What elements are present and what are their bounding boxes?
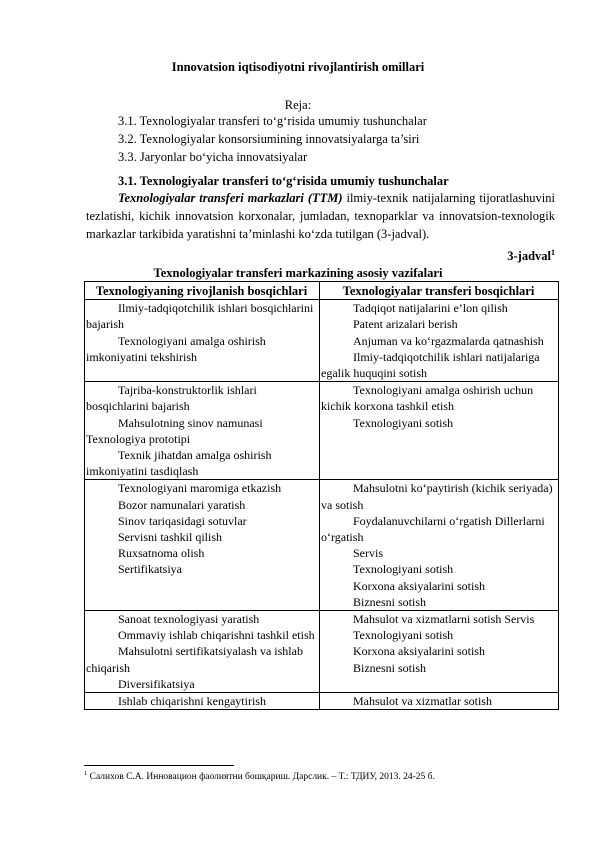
cell-line: Ruxsatnoma olish	[118, 546, 205, 561]
cell-line: Patent arizalari berish	[353, 317, 458, 332]
table-header-cell: Texnologiyalar transferi bosqichlari	[320, 282, 559, 300]
cell-line: Diversifikatsiya	[118, 676, 195, 691]
cell-line: Anjuman va ko‘rgazmalarda qatnashish	[353, 333, 544, 348]
cell-line: Biznesni sotish	[353, 594, 427, 609]
cell-line: Mahsulotning sinov namunasi Texnologiya prototipi	[86, 415, 263, 446]
cell-line: Korxona aksiyalarini sotish	[353, 578, 485, 593]
cell-line: Korxona aksiyalarini sotish	[353, 644, 485, 659]
cell-line: Ommaviy ishlab chiqarishni tashkil etish	[118, 628, 315, 643]
cell-line: Ishlab chiqarishni kengaytirish	[118, 694, 266, 709]
transfer-stage-cell	[320, 480, 559, 611]
plan-item: 3.3. Jaryonlar bo‘yicha innovatsiyalar	[118, 150, 308, 164]
cell-line: Foydalanuvchilarni o‘rgatish Dillerlarni o‘rgatish	[321, 513, 545, 545]
cell-line: Sanoat texnologiyasi yaratish	[118, 612, 260, 627]
transfer-stage-cell	[320, 693, 559, 710]
plan-item: 3.2. Texnologiyalar konsorsiumining innovatsiyalarga ta’siri	[118, 132, 420, 146]
development-stage-cell	[85, 611, 320, 693]
footnote-text: Салихов С.А. Инновацион фаолиятни бошқариш. Дарслик. – Т.: ТДИУ, 2013. 24-25 б.	[89, 772, 435, 783]
footnote-reference: 1	[551, 248, 555, 257]
cell-line: Bozor namunalari yaratish	[118, 497, 246, 512]
cell-line: Tajriba-konstruktorlik ishlari bosqichlarini bajarish	[86, 383, 257, 414]
body-paragraph	[86, 189, 555, 243]
cell-line: Mahsulot va xizmatlarni sotish Servis	[353, 612, 535, 627]
table-header-row	[85, 282, 559, 300]
footnote-mark: 1	[84, 770, 88, 777]
plan-label: Reja:	[284, 98, 312, 112]
footnote-divider	[84, 765, 234, 766]
development-stage-cell	[85, 693, 320, 710]
cell-line: Texnologiyani maromiga etkazish	[118, 481, 282, 496]
table-row	[85, 300, 559, 382]
table-row	[85, 382, 559, 480]
table-body	[85, 300, 559, 710]
table-number	[507, 248, 555, 264]
paragraph-text: ilmiy-texnik natijalarning tijoratlashuvini tezlatishi, kichik innovatsion korxonalar, jumladan, texnoparklar va innovatsion-texnologik markazlar tarkibida yaratishni ta’minlashi ko‘zda tutilgan (3-jadval).	[86, 191, 555, 241]
table-row	[85, 480, 559, 611]
table-row	[85, 693, 559, 710]
cell-line: Biznesni sotish	[353, 660, 427, 675]
development-stage-cell	[85, 480, 320, 611]
development-stage-cell	[85, 300, 320, 382]
table-row	[85, 611, 559, 693]
section-title: 3.1. Texnologiyalar transferi to‘g‘risida umumiy tushunchalar	[118, 174, 449, 188]
cell-line: Texnologiyani amalga oshirish imkoniyatini tekshirish	[86, 333, 266, 364]
cell-line: Mahsulot va xizmatlar sotish	[353, 694, 492, 709]
cell-line: Mahsulotni sertifikatsiyalash va ishlab chiqarish	[86, 644, 303, 675]
table-caption: Texnologiyalar transferi markazining asosiy vazifalari	[153, 266, 443, 280]
cell-line: Servis	[353, 546, 383, 561]
functions-table	[84, 281, 559, 710]
transfer-stage-cell	[320, 382, 559, 480]
development-stage-cell	[85, 382, 320, 480]
paragraph-lead-term: Texnologiyalar transferi markazlari (TTM)	[118, 191, 343, 205]
cell-line: Servisni tashkil qilish	[118, 530, 223, 545]
cell-line: Texnologiyani amalga oshirish uchun kichik korxona tashkil etish	[321, 383, 534, 414]
cell-line: Sertifikatsiya	[118, 562, 182, 577]
table-header-cell: Texnologiyaning rivojlanish bosqichlari	[85, 282, 320, 300]
document-title: Innovatsion iqtisodiyotni rivojlantirish omillari	[171, 60, 425, 74]
cell-line: Mahsulotni ko‘paytirish (kichik seriyada) va sotish	[321, 481, 553, 512]
transfer-stage-cell	[320, 611, 559, 693]
footnote	[84, 770, 435, 782]
cell-line: Texnologiyani sotish	[353, 628, 454, 643]
cell-line: Texnologiyani sotish	[353, 562, 454, 577]
cell-line: Texnologiyani sotish	[353, 415, 454, 430]
cell-line: Ilmiy-tadqiqotchilik ishlari natijalariga egalik huquqini sotish	[321, 349, 540, 381]
cell-line: Sinov tariqasidagi sotuvlar	[118, 513, 247, 528]
transfer-stage-cell	[320, 300, 559, 382]
cell-line: Tadqiqot natijalarini e’lon qilish	[353, 301, 508, 316]
plan-item: 3.1. Texnologiyalar transferi to‘g‘risida umumiy tushunchalar	[118, 114, 427, 128]
cell-line: Ilmiy-tadqiqotchilik ishlari bosqichlarini bajarish	[86, 301, 314, 332]
cell-line: Texnik jihatdan amalga oshirish imkoniyatini tasdiqlash	[86, 448, 272, 479]
table-number-text: 3-jadval	[507, 249, 551, 264]
